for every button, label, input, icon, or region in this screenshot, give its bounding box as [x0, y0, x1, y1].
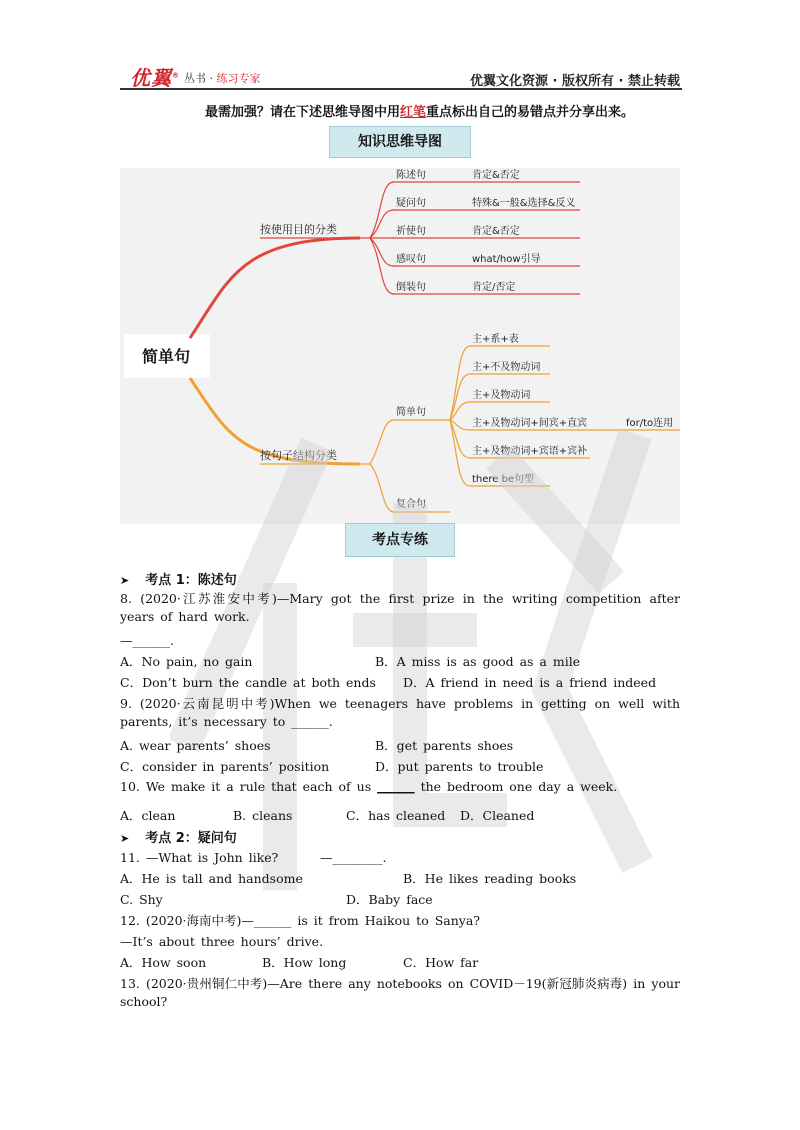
- question-11-option-b: B．He likes reading books: [403, 871, 577, 886]
- question-10-option-b: B. cleans: [233, 808, 293, 823]
- question-12-option-a: A．How soon: [120, 955, 207, 970]
- mindmap-root-label: 简单句: [142, 347, 191, 366]
- node-interrogative: 疑问句: [396, 198, 426, 209]
- pattern-4-note: for/to连用: [626, 418, 674, 429]
- copyright-notice: 优翼文化资源 · 版权所有 · 禁止转载: [470, 74, 680, 89]
- question-8-option-b: B．A miss is as good as a mile: [375, 654, 581, 669]
- mindmap: [120, 168, 680, 524]
- pattern-4: 主+及物动词+间宾+直宾: [472, 418, 588, 429]
- note-exclamatory: what/how引导: [472, 254, 541, 265]
- question-8-option-a: A．No pain, no gain: [120, 654, 253, 669]
- question-9-option-a: A. wear parents’ shoes: [120, 738, 271, 753]
- question-10-blank: ______: [377, 779, 415, 794]
- pattern-5: 主+及物动词+宾语+宾补: [472, 446, 588, 457]
- question-11-option-d: D．Baby face: [346, 892, 433, 907]
- pattern-2: 主+不及物动词: [472, 362, 541, 373]
- node-declarative: 陈述句: [396, 170, 426, 181]
- question-12-stem: 12. (2020·海南中考)—______ is it from Haikou to Sanya?: [120, 913, 480, 928]
- question-12-option-c: C．How far: [403, 955, 479, 970]
- question-10-option-d: D．Cleaned: [460, 808, 535, 823]
- note-interrogative: 特殊&一般&选择&反义: [472, 198, 576, 209]
- section-heading-2: ➤ 考点 2：疑问句: [120, 831, 237, 846]
- practice-title: 考点专练: [345, 523, 455, 557]
- branch-label-purpose: 按使用目的分类: [260, 223, 337, 236]
- question-11-blank: —________.: [320, 850, 387, 865]
- brand-tagline-series: 丛书 ·: [184, 72, 217, 85]
- node-complex-sentence: 复合句: [396, 499, 426, 510]
- node-simple-sentence: 简单句: [396, 407, 426, 418]
- question-9-option-b: B．get parents shoes: [375, 738, 514, 753]
- branch-label-structure: 按句子结构分类: [260, 449, 337, 462]
- question-8-stem: 8. (2020·江苏淮安中考)—Mary got the first prize in the writing competition after years of hard work.: [120, 591, 680, 624]
- question-12-reply: —It’s about three hours’ drive.: [120, 934, 324, 949]
- question-10-stem: 10. We make it a rule that each of us ______ the bedroom one day a week.: [120, 779, 618, 794]
- question-8-option-c: C．Don’t burn the candle at both ends: [120, 675, 376, 690]
- node-inverted: 倒装句: [396, 282, 426, 293]
- pattern-3: 主+及物动词: [472, 390, 531, 401]
- question-11-option-c: C. Shy: [120, 892, 163, 907]
- note-imperative: 肯定&否定: [472, 226, 520, 237]
- brand-tagline: [184, 70, 261, 86]
- mindmap-title: 知识思维导图: [329, 126, 471, 158]
- question-9-option-c: C．consider in parents’ position: [120, 759, 330, 774]
- question-9-stem: 9. (2020·云南昆明中考)When we teenagers have problems in getting on well with parents, it’s necessary to ______.: [120, 696, 680, 729]
- brand-tagline-slogan: 练习专家: [216, 72, 261, 85]
- question-11-stem: 11. —What is John like?: [120, 850, 279, 865]
- question-8-option-d: D．A friend in need is a friend indeed: [403, 675, 657, 690]
- section-heading-1: ➤ 考点 1：陈述句: [120, 573, 237, 588]
- pattern-6: there be句型: [472, 474, 535, 485]
- arrow-bullet-icon: ➤: [120, 574, 130, 587]
- question-13-stem: 13. (2020·贵州铜仁中考)—Are there any notebooks on COVID－19(新冠肺炎病毒) in your school?: [120, 976, 680, 1009]
- pattern-1: 主+系+表: [472, 334, 519, 345]
- arrow-bullet-icon: ➤: [120, 832, 130, 845]
- note-inverted: 肯定/否定: [472, 282, 516, 293]
- question-12-option-b: B．How long: [262, 955, 347, 970]
- question-8-blank: —______.: [120, 633, 174, 648]
- node-imperative: 祈使句: [396, 226, 426, 237]
- node-exclamatory: 感叹句: [396, 254, 426, 265]
- mindmap-diagram: [120, 168, 680, 524]
- brand-logo: 优翼®: [130, 66, 180, 90]
- question-11-option-a: A．He is tall and handsome: [120, 871, 303, 886]
- instruction-text: 最需加强？请在下述思维导图中用红笔重点标出自己的易错点并分享出来。: [205, 105, 635, 120]
- question-10-option-c: C．has cleaned: [346, 808, 446, 823]
- note-declarative: 肯定&否定: [472, 170, 520, 181]
- instruction-highlight: 红笔: [400, 105, 427, 120]
- header-divider: [120, 88, 682, 90]
- question-9-option-d: D．put parents to trouble: [375, 759, 544, 774]
- question-10-option-a: A．clean: [120, 808, 176, 823]
